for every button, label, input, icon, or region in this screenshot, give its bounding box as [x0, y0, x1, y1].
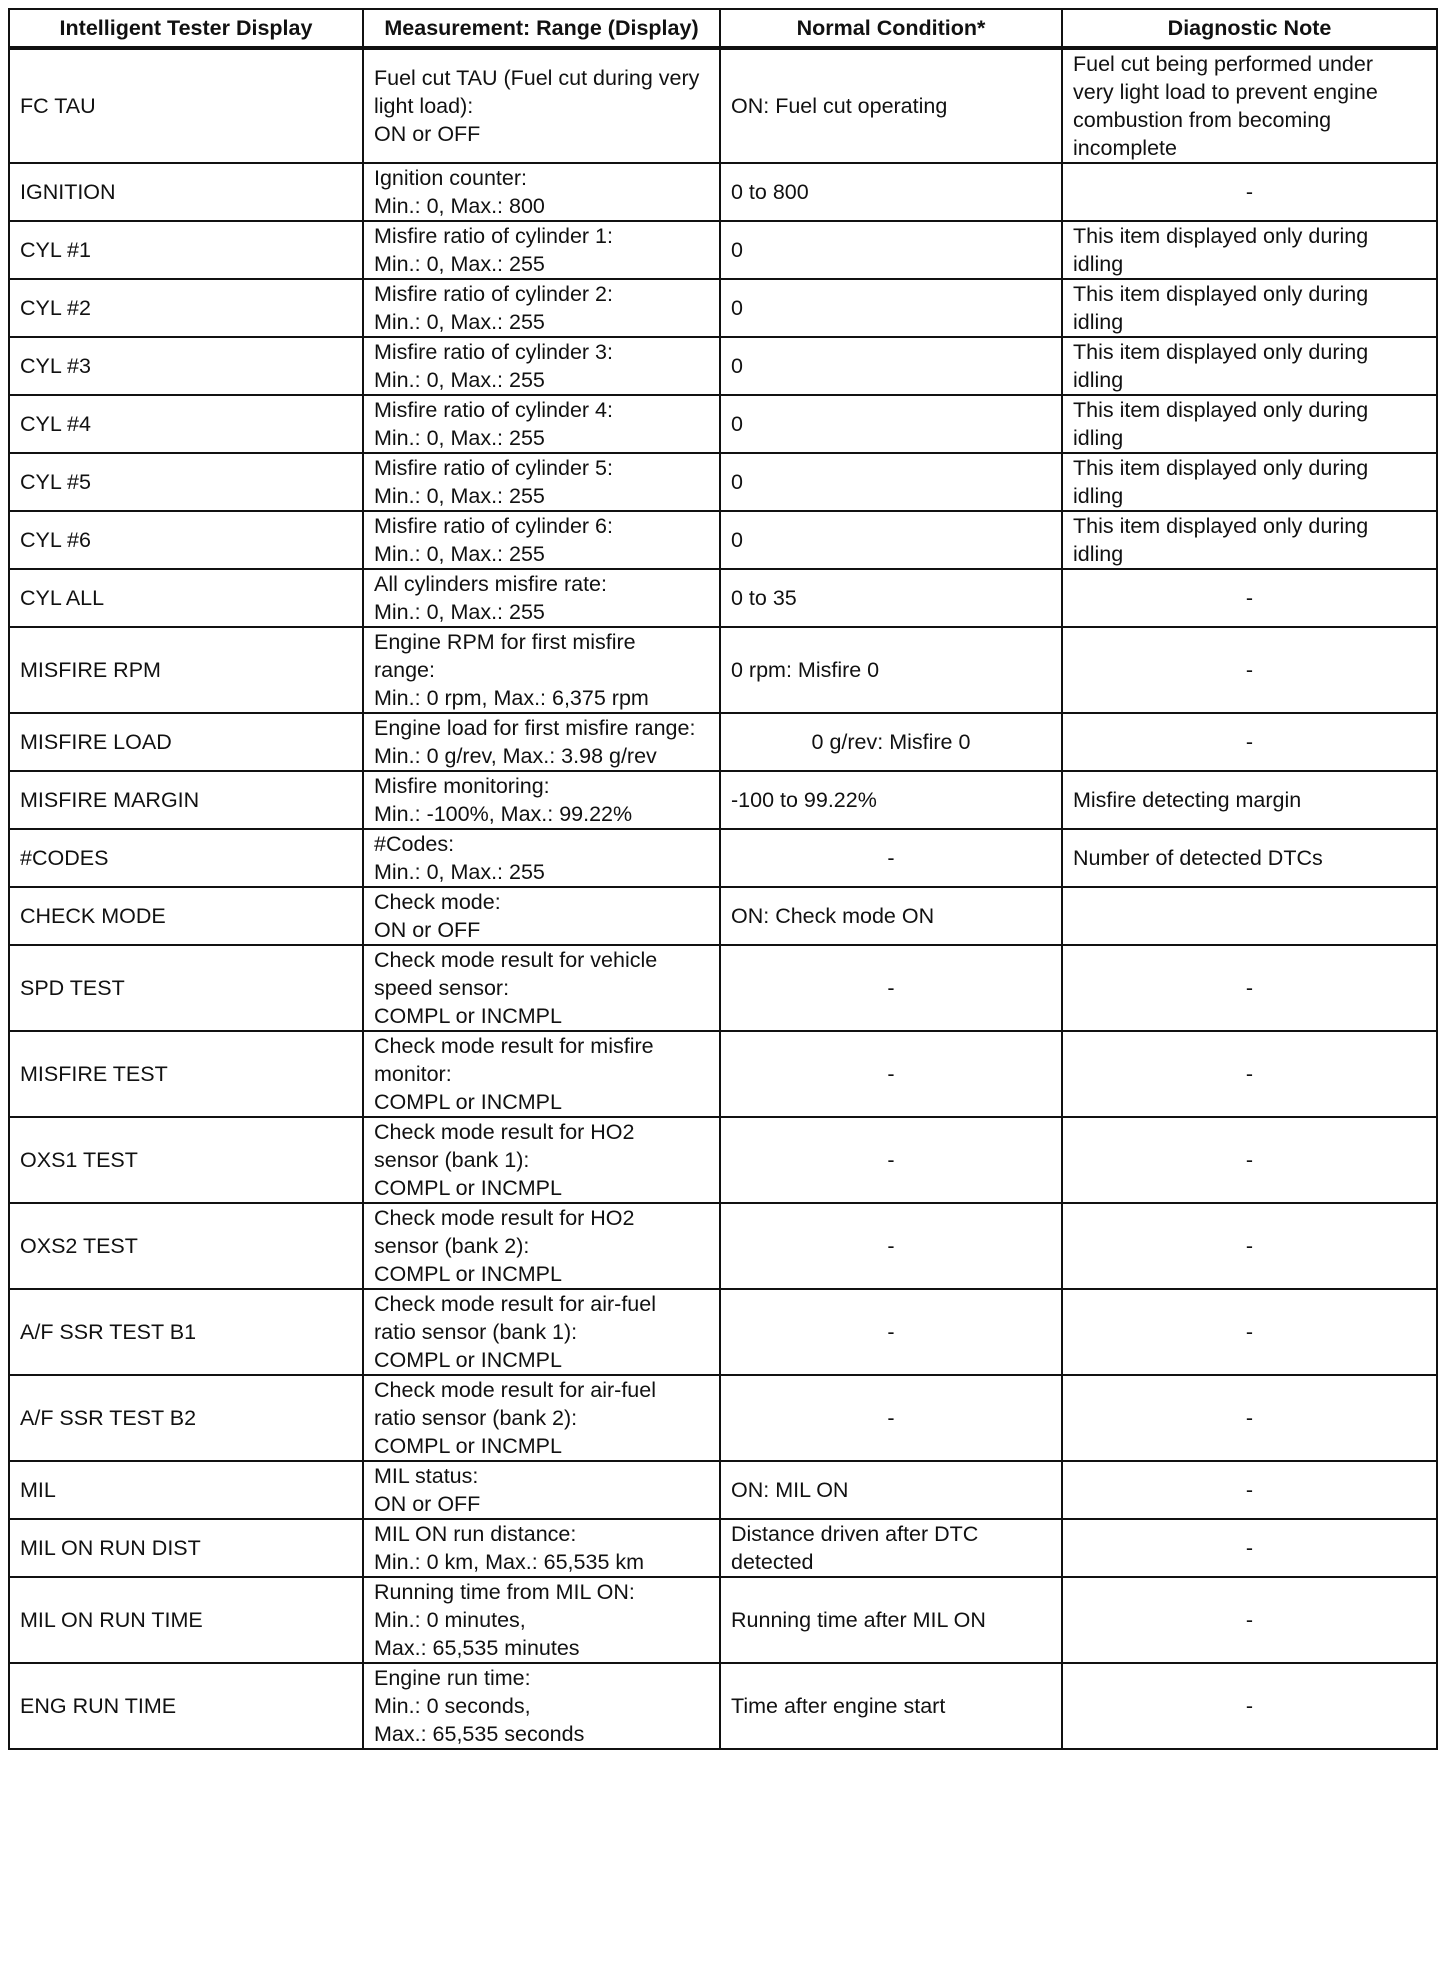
cell-normal-condition [720, 627, 1062, 713]
cell-text-line: Check mode result for air-fuel [374, 1378, 656, 1402]
cell-text-line: - [887, 1148, 895, 1172]
cell-measurement-range [363, 221, 720, 279]
cell-diagnostic-note [1062, 887, 1437, 945]
cell-text-line: Misfire ratio of cylinder 4: [374, 398, 613, 422]
cell-text-line: COMPL or INCMPL [374, 1262, 562, 1286]
data-list-table [8, 8, 1438, 1750]
cell-text-line: Misfire detecting margin [1073, 788, 1302, 812]
cell-text-line: All cylinders misfire rate: [374, 572, 607, 596]
cell-normal-condition [720, 163, 1062, 221]
cell-text-line: - [1245, 730, 1254, 754]
cell-diagnostic-note [1062, 279, 1437, 337]
cell-text-line: - [1245, 1234, 1254, 1258]
cell-text-line: incomplete [1073, 136, 1177, 160]
cell-text-line: Min.: 0, Max.: 255 [374, 426, 545, 450]
cell-normal-condition [720, 1289, 1062, 1375]
cell-normal-condition [720, 453, 1062, 511]
cell-measurement-range [363, 1663, 720, 1749]
cell-text-line: ON or OFF [374, 1492, 481, 1516]
table-row [9, 945, 1437, 1031]
cell-diagnostic-note [1062, 511, 1437, 569]
cell-normal-condition [720, 1117, 1062, 1203]
cell-measurement-range [363, 1289, 720, 1375]
cell-text-line: Check mode result for HO2 [374, 1206, 635, 1230]
table-row [9, 829, 1437, 887]
cell-text-line: ON or OFF [374, 918, 481, 942]
cell-text-line: idling [1073, 368, 1124, 392]
cell-tester-display: CYL #1 [9, 221, 363, 279]
cell-measurement-range [363, 1577, 720, 1663]
cell-normal-condition [720, 48, 1062, 163]
cell-diagnostic-note [1062, 221, 1437, 279]
cell-normal-condition [720, 713, 1062, 771]
cell-normal-condition [720, 279, 1062, 337]
cell-tester-display: CYL #3 [9, 337, 363, 395]
cell-text-line: - [887, 846, 895, 870]
table-row [9, 1577, 1437, 1663]
cell-measurement-range [363, 48, 720, 163]
cell-measurement-range [363, 1375, 720, 1461]
cell-text-line: - [1245, 1320, 1254, 1344]
cell-text-line: This item displayed only during [1073, 340, 1369, 364]
cell-text-line: Min.: 0, Max.: 800 [374, 194, 545, 218]
spec-page [8, 8, 1436, 1750]
cell-normal-condition [720, 1461, 1062, 1519]
cell-text-line: 0 rpm: Misfire 0 [731, 658, 880, 682]
cell-diagnostic-note [1062, 1519, 1437, 1577]
cell-tester-display: MISFIRE RPM [9, 627, 363, 713]
cell-text-line: Check mode result for misfire [374, 1034, 654, 1058]
header-tester-display: Intelligent Tester Display [9, 9, 363, 48]
cell-diagnostic-note [1062, 1375, 1437, 1461]
cell-tester-display: MIL ON RUN TIME [9, 1577, 363, 1663]
cell-text-line: This item displayed only during [1073, 456, 1369, 480]
header-row [9, 9, 1437, 48]
cell-text-line: Min.: 0, Max.: 255 [374, 600, 545, 624]
cell-measurement-range [363, 627, 720, 713]
cell-diagnostic-note [1062, 1203, 1437, 1289]
cell-measurement-range [363, 453, 720, 511]
table-row [9, 48, 1437, 163]
cell-text-line: Misfire ratio of cylinder 5: [374, 456, 613, 480]
cell-text-line: combustion from becoming [1073, 108, 1332, 132]
cell-text-line: Check mode result for HO2 [374, 1120, 635, 1144]
cell-diagnostic-note [1062, 1289, 1437, 1375]
cell-text-line: - [1245, 1536, 1254, 1560]
cell-tester-display: IGNITION [9, 163, 363, 221]
cell-text-line: COMPL or INCMPL [374, 1176, 562, 1200]
table-row [9, 395, 1437, 453]
cell-text-line: Min.: 0, Max.: 255 [374, 860, 545, 884]
cell-normal-condition [720, 887, 1062, 945]
cell-text-line: Misfire ratio of cylinder 2: [374, 282, 613, 306]
cell-measurement-range [363, 395, 720, 453]
cell-tester-display: OXS1 TEST [9, 1117, 363, 1203]
cell-text-line: Ignition counter: [374, 166, 527, 190]
cell-text-line: 0 [731, 470, 743, 494]
cell-text-line: ON: Check mode ON [731, 904, 935, 928]
table-row [9, 337, 1437, 395]
cell-text-line: This item displayed only during [1073, 282, 1369, 306]
cell-text-line: Min.: -100%, Max.: 99.22% [374, 802, 633, 826]
table-row [9, 1375, 1437, 1461]
cell-measurement-range [363, 771, 720, 829]
cell-text-line: very light load to prevent engine [1073, 80, 1378, 104]
cell-diagnostic-note [1062, 1031, 1437, 1117]
cell-diagnostic-note [1062, 627, 1437, 713]
cell-diagnostic-note [1062, 569, 1437, 627]
cell-diagnostic-note [1062, 337, 1437, 395]
cell-text-line: This item displayed only during [1073, 514, 1369, 538]
table-row [9, 771, 1437, 829]
cell-text-line: - [1245, 1478, 1254, 1502]
cell-text-line: - [1245, 1062, 1254, 1086]
cell-text-line: idling [1073, 252, 1124, 276]
cell-normal-condition [720, 1031, 1062, 1117]
table-row [9, 279, 1437, 337]
table-body [9, 48, 1437, 1749]
cell-text-line: idling [1073, 426, 1124, 450]
cell-text-line: Min.: 0 rpm, Max.: 6,375 rpm [374, 686, 649, 710]
cell-text-line: detected [731, 1550, 814, 1574]
cell-text-line: Fuel cut being performed under [1073, 52, 1373, 76]
table-row [9, 163, 1437, 221]
cell-text-line: Min.: 0, Max.: 255 [374, 252, 545, 276]
cell-normal-condition [720, 1375, 1062, 1461]
table-row [9, 1203, 1437, 1289]
cell-text-line: Running time after MIL ON [731, 1608, 986, 1632]
cell-measurement-range [363, 829, 720, 887]
cell-diagnostic-note [1062, 163, 1437, 221]
cell-normal-condition [720, 511, 1062, 569]
cell-tester-display: CYL #5 [9, 453, 363, 511]
cell-measurement-range [363, 887, 720, 945]
cell-measurement-range [363, 1519, 720, 1577]
cell-text-line: 0 [731, 528, 743, 552]
cell-text-line: - [1245, 976, 1254, 1000]
cell-text-line: idling [1073, 542, 1124, 566]
cell-tester-display: A/F SSR TEST B1 [9, 1289, 363, 1375]
cell-tester-display: MISFIRE TEST [9, 1031, 363, 1117]
table-row [9, 887, 1437, 945]
cell-text-line: Min.: 0 g/rev, Max.: 3.98 g/rev [374, 744, 657, 768]
cell-measurement-range [363, 279, 720, 337]
cell-text-line: Misfire ratio of cylinder 6: [374, 514, 613, 538]
cell-text-line: - [887, 976, 895, 1000]
cell-text-line: -100 to 99.22% [731, 788, 877, 812]
cell-tester-display: MIL [9, 1461, 363, 1519]
cell-measurement-range [363, 569, 720, 627]
cell-normal-condition [720, 1519, 1062, 1577]
cell-text-line: Min.: 0 km, Max.: 65,535 km [374, 1550, 645, 1574]
cell-text-line: COMPL or INCMPL [374, 1348, 562, 1372]
cell-text-line: light load): [374, 94, 474, 118]
cell-normal-condition [720, 771, 1062, 829]
cell-text-line: sensor (bank 1): [374, 1148, 530, 1172]
cell-measurement-range [363, 163, 720, 221]
cell-tester-display: ENG RUN TIME [9, 1663, 363, 1749]
cell-text-line: monitor: [374, 1062, 452, 1086]
cell-diagnostic-note [1062, 829, 1437, 887]
cell-text-line: 0 g/rev: Misfire 0 [811, 730, 971, 754]
cell-text-line: Check mode result for air-fuel [374, 1292, 656, 1316]
cell-text-line: Number of detected DTCs [1073, 846, 1323, 870]
cell-tester-display: #CODES [9, 829, 363, 887]
cell-normal-condition [720, 337, 1062, 395]
cell-text-line: ON: MIL ON [731, 1478, 849, 1502]
cell-normal-condition [720, 1663, 1062, 1749]
cell-measurement-range [363, 1117, 720, 1203]
cell-text-line: - [1245, 586, 1254, 610]
cell-text-line: COMPL or INCMPL [374, 1434, 562, 1458]
cell-normal-condition [720, 1577, 1062, 1663]
cell-tester-display: FC TAU [9, 48, 363, 163]
header-diagnostic-note: Diagnostic Note [1062, 9, 1437, 48]
cell-measurement-range [363, 1031, 720, 1117]
cell-text-line: - [1245, 1148, 1254, 1172]
cell-diagnostic-note [1062, 395, 1437, 453]
cell-tester-display: MISFIRE LOAD [9, 713, 363, 771]
cell-text-line: Min.: 0 seconds, [374, 1694, 531, 1718]
cell-text-line: Min.: 0, Max.: 255 [374, 542, 545, 566]
cell-text-line: Max.: 65,535 seconds [374, 1722, 585, 1746]
cell-text-line: - [887, 1062, 895, 1086]
table-row [9, 627, 1437, 713]
cell-text-line: Distance driven after DTC [731, 1522, 979, 1546]
cell-text-line: idling [1073, 484, 1124, 508]
cell-text-line: Misfire monitoring: [374, 774, 550, 798]
cell-text-line: Engine RPM for first misfire [374, 630, 636, 654]
cell-normal-condition [720, 221, 1062, 279]
cell-text-line: - [1245, 658, 1254, 682]
cell-text-line: COMPL or INCMPL [374, 1090, 562, 1114]
cell-text-line: Min.: 0, Max.: 255 [374, 368, 545, 392]
header-normal-condition: Normal Condition* [720, 9, 1062, 48]
cell-normal-condition [720, 395, 1062, 453]
cell-text-line: - [887, 1234, 895, 1258]
cell-text-line: 0 to 35 [731, 586, 797, 610]
cell-text-line: 0 to 800 [731, 180, 809, 204]
cell-diagnostic-note [1062, 1117, 1437, 1203]
cell-diagnostic-note [1062, 1577, 1437, 1663]
cell-diagnostic-note [1062, 48, 1437, 163]
header-measurement-range: Measurement: Range (Display) [363, 9, 720, 48]
cell-diagnostic-note [1062, 453, 1437, 511]
cell-measurement-range [363, 511, 720, 569]
cell-text-line: - [887, 1406, 895, 1430]
cell-tester-display: SPD TEST [9, 945, 363, 1031]
cell-text-line: sensor (bank 2): [374, 1234, 530, 1258]
cell-text-line: MIL status: [374, 1464, 479, 1488]
table-row [9, 221, 1437, 279]
table-row [9, 1117, 1437, 1203]
table-row [9, 453, 1437, 511]
table-row [9, 713, 1437, 771]
cell-text-line: ON: Fuel cut operating [731, 94, 948, 118]
cell-measurement-range [363, 1461, 720, 1519]
cell-text-line: 0 [731, 412, 743, 436]
cell-normal-condition [720, 569, 1062, 627]
cell-text-line: ON or OFF [374, 122, 481, 146]
cell-tester-display: A/F SSR TEST B2 [9, 1375, 363, 1461]
cell-tester-display: CYL #4 [9, 395, 363, 453]
cell-measurement-range [363, 337, 720, 395]
cell-text-line: idling [1073, 310, 1124, 334]
cell-text-line: Min.: 0 minutes, [374, 1608, 526, 1632]
cell-text-line: This item displayed only during [1073, 398, 1369, 422]
cell-text-line: Misfire ratio of cylinder 3: [374, 340, 613, 364]
table-row [9, 511, 1437, 569]
cell-text-line: Engine run time: [374, 1666, 531, 1690]
cell-text-line: Min.: 0, Max.: 255 [374, 310, 545, 334]
cell-measurement-range [363, 945, 720, 1031]
cell-normal-condition [720, 829, 1062, 887]
cell-tester-display: MISFIRE MARGIN [9, 771, 363, 829]
cell-text-line: Check mode: [374, 890, 501, 914]
cell-text-line: Min.: 0, Max.: 255 [374, 484, 545, 508]
cell-tester-display: OXS2 TEST [9, 1203, 363, 1289]
cell-tester-display: CYL #2 [9, 279, 363, 337]
cell-text-line: ratio sensor (bank 2): [374, 1406, 578, 1430]
cell-tester-display: CYL ALL [9, 569, 363, 627]
cell-text-line: Running time from MIL ON: [374, 1580, 635, 1604]
cell-tester-display: MIL ON RUN DIST [9, 1519, 363, 1577]
cell-measurement-range [363, 1203, 720, 1289]
cell-text-line: Engine load for first misfire range: [374, 716, 696, 740]
cell-diagnostic-note [1062, 1663, 1437, 1749]
cell-diagnostic-note [1062, 771, 1437, 829]
table-row [9, 1031, 1437, 1117]
cell-text-line: Fuel cut TAU (Fuel cut during very [374, 66, 700, 90]
cell-text-line: speed sensor: [374, 976, 510, 1000]
cell-text-line: This item displayed only during [1073, 224, 1369, 248]
cell-text-line: 0 [731, 354, 743, 378]
cell-text-line: Check mode result for vehicle [374, 948, 658, 972]
cell-text-line: Max.: 65,535 minutes [374, 1636, 580, 1660]
cell-text-line: range: [374, 658, 435, 682]
cell-normal-condition [720, 1203, 1062, 1289]
cell-text-line: 0 [731, 238, 743, 262]
cell-diagnostic-note [1062, 713, 1437, 771]
cell-text-line: - [1245, 1406, 1254, 1430]
cell-diagnostic-note [1062, 1461, 1437, 1519]
table-row [9, 1519, 1437, 1577]
cell-text-line: Misfire ratio of cylinder 1: [374, 224, 613, 248]
cell-normal-condition [720, 945, 1062, 1031]
cell-text-line: Time after engine start [731, 1694, 946, 1718]
table-row [9, 1289, 1437, 1375]
cell-diagnostic-note [1062, 945, 1437, 1031]
cell-text-line: - [1245, 1608, 1254, 1632]
cell-tester-display: CHECK MODE [9, 887, 363, 945]
cell-text-line: ratio sensor (bank 1): [374, 1320, 578, 1344]
cell-text-line: - [887, 1320, 895, 1344]
cell-measurement-range [363, 713, 720, 771]
cell-text-line: #Codes: [374, 832, 455, 856]
cell-text-line: MIL ON run distance: [374, 1522, 577, 1546]
table-row [9, 1461, 1437, 1519]
table-row [9, 1663, 1437, 1749]
cell-text-line: COMPL or INCMPL [374, 1004, 562, 1028]
cell-tester-display: CYL #6 [9, 511, 363, 569]
cell-text-line: 0 [731, 296, 743, 320]
cell-text-line: - [1245, 1694, 1254, 1718]
cell-text-line: - [1245, 180, 1254, 204]
table-row [9, 569, 1437, 627]
